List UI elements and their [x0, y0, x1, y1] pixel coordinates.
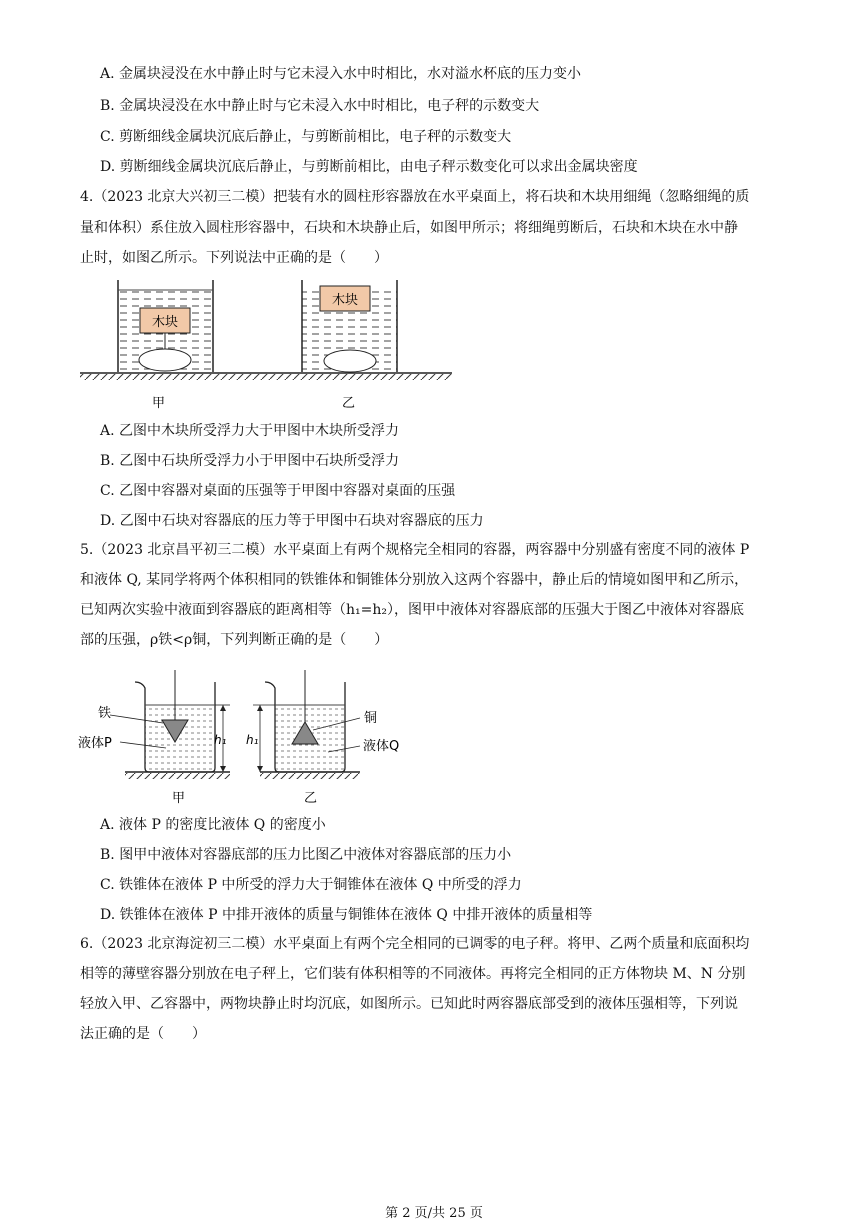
q4-option-b: B. 乙图中石块所受浮力小于甲图中石块所受浮力 — [100, 453, 400, 469]
q4-stem-line3: 止时，如图乙所示。下列说法中正确的是（ ） — [80, 250, 388, 266]
q4-option-d: D. 乙图中石块对容器底的压力等于甲图中石块对容器底的压力 — [100, 513, 484, 529]
q5-liquid-p-label: 液体P — [78, 736, 112, 751]
q5-iron-label: 铁 — [98, 706, 112, 721]
q5-caption-jia: 甲 — [172, 791, 186, 806]
q5-stem-line2: 和液体 Q, 某同学将两个体积相同的铁锥体和铜锥体分别放入这两个容器中，静止后的情境如图甲和乙所示， — [80, 572, 749, 588]
q5-option-d: D. 铁锥体在液体 P 中排开液体的质量与铜锥体在液体 Q 中排开液体的质量相等 — [100, 907, 593, 923]
q4-wood-label-jia: 木块 — [151, 315, 179, 330]
q5-stem-line1: 5.（2023 北京昌平初三二模）水平桌面上有两个规格完全相同的容器，两容器中分别盛有密度不同的液体 P — [80, 542, 750, 558]
q3-option-d: D. 剪断细线金属块沉底后静止，与剪断前相比，由电子秤示数变化可以求出金属块密度 — [100, 159, 638, 175]
q5-caption-yi: 乙 — [304, 791, 318, 806]
q4-wood-label-yi: 木块 — [331, 293, 359, 308]
q3-option-c: C. 剪断细线金属块沉底后静止，与剪断前相比，电子秤的示数变大 — [100, 129, 512, 145]
q4-container-jia — [118, 280, 213, 372]
q4-stem-line2: 量和体积）系住放入圆柱形容器中，石块和木块静止后，如图甲所示；将细绳剪断后，石块和木块在水中静 — [80, 220, 738, 236]
q5-stem-line3: 已知两次实验中液面到容器底的距离相等（h₁=h₂），图甲中液体对容器底部的压强大于图乙中液体对容器底 — [80, 602, 744, 618]
q6-stem-line3: 轻放入甲、乙容器中，两物块静止时均沉底，如图所示。已知此时两容器底部受到的液体压强相等，下列说 — [80, 996, 738, 1012]
q3-option-a: A. 金属块浸没在水中静止时与它未浸入水中时相比，水对溢水杯底的压力变小 — [100, 66, 582, 82]
q5-beaker-jia — [110, 670, 230, 772]
q4-container-yi — [302, 280, 397, 372]
q4-figure — [70, 275, 460, 415]
q4-caption-yi: 乙 — [342, 396, 356, 411]
q5-option-c: C. 铁锥体在液体 P 中所受的浮力大于铜锥体在液体 Q 中所受的浮力 — [100, 877, 522, 893]
q5-option-a: A. 液体 P 的密度比液体 Q 的密度小 — [100, 817, 326, 833]
q5-stem-line4: 部的压强，ρ铁<ρ铜，下列判断正确的是（ ） — [80, 632, 389, 648]
q5-figure — [70, 670, 430, 810]
q4-stem-line1: 4.（2023 北京大兴初三二模）把装有水的圆柱形容器放在水平桌面上，将石块和木块用细绳（忽略细绳的质 — [80, 189, 750, 205]
q6-stem-line4: 法正确的是（ ） — [80, 1026, 206, 1042]
q5-beaker-yi — [253, 670, 360, 772]
q5-h1-label-yi: h₁ — [246, 733, 259, 747]
q5-option-b: B. 图甲中液体对容器底部的压力比图乙中液体对容器底部的压力小 — [100, 847, 512, 863]
q4-option-a: A. 乙图中木块所受浮力大于甲图中木块所受浮力 — [100, 423, 400, 439]
q4-option-c: C. 乙图中容器对桌面的压强等于甲图中容器对桌面的压强 — [100, 483, 456, 499]
q6-stem-line1: 6.（2023 北京海淀初三二模）水平桌面上有两个完全相同的已调零的电子秤。将甲、乙两个质量和底面积均 — [80, 936, 750, 952]
q5-liquid-q-label: 液体Q — [363, 739, 400, 754]
page-footer: 第 2 页/共 25 页 — [385, 1206, 483, 1221]
q5-h1-label-jia: h₁ — [214, 733, 227, 747]
q6-stem-line2: 相等的薄壁容器分别放在电子秤上，它们装有体积相等的不同液体。再将完全相同的正方体物块 M、N 分别 — [80, 966, 746, 982]
q3-option-b: B. 金属块浸没在水中静止时与它未浸入水中时相比，电子秤的示数变大 — [100, 98, 540, 114]
q4-caption-jia: 甲 — [152, 396, 166, 411]
q5-copper-label: 铜 — [364, 711, 378, 726]
